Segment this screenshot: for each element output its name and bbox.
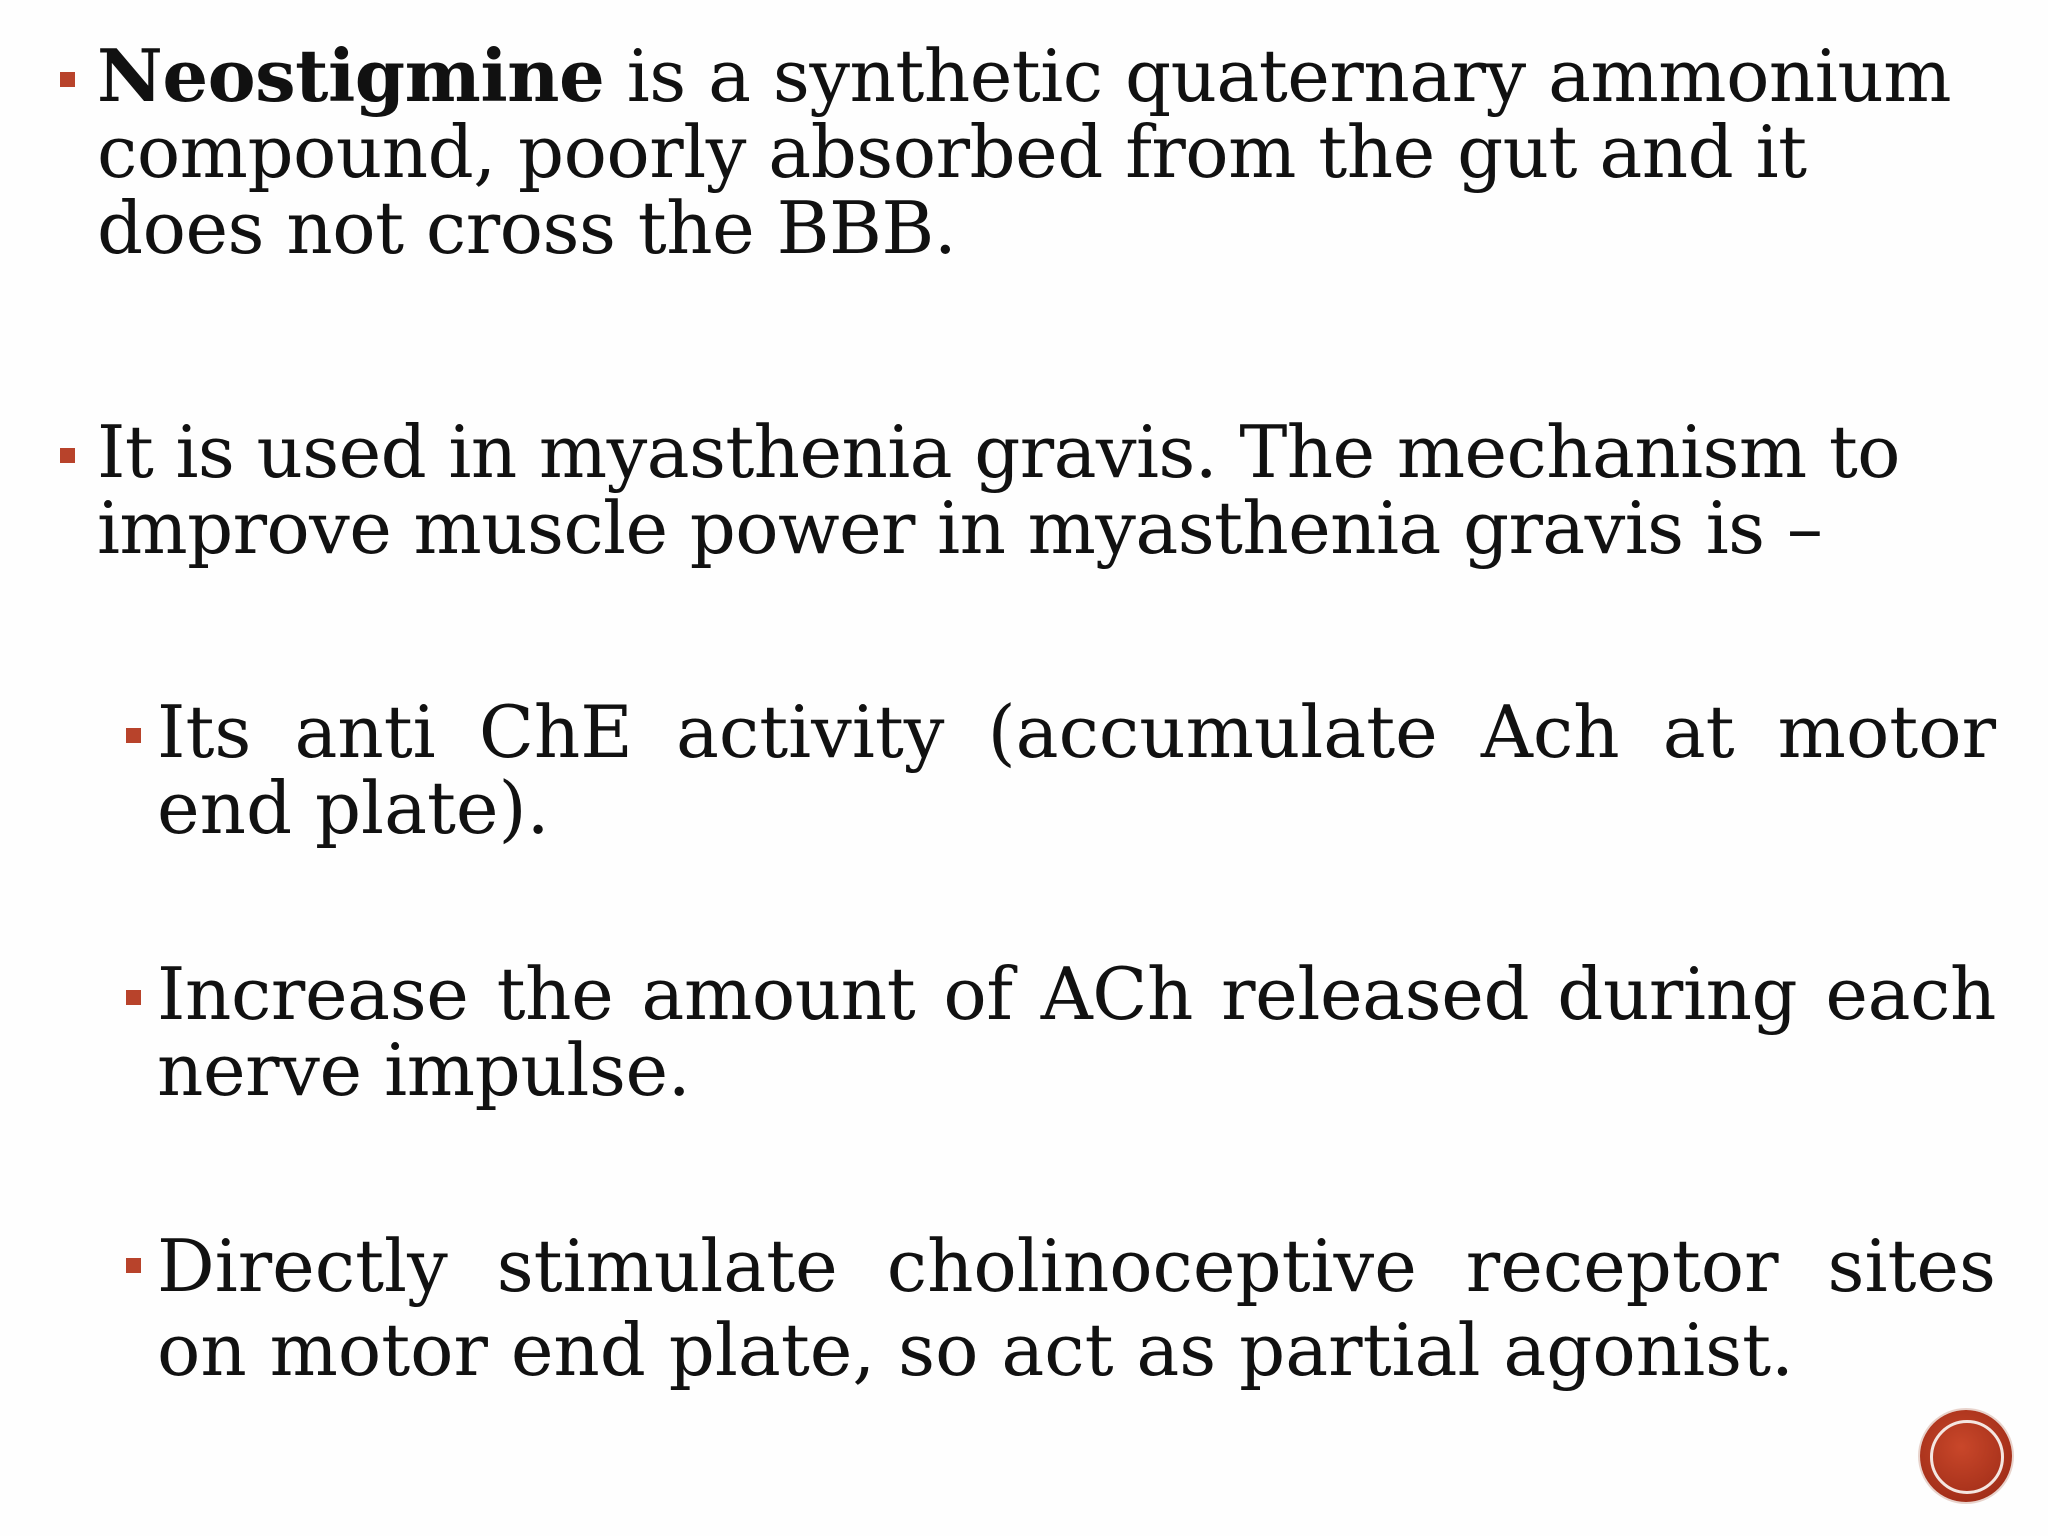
- bullet-text: Increase the amount of ACh released during each nerve impulse.: [157, 952, 1996, 1112]
- sub-bullet-anti-che: [126, 690, 1996, 850]
- circle-ring: [1930, 1420, 2004, 1494]
- square-bullet-icon: [60, 72, 75, 87]
- bullet-myasthenia-use: [60, 410, 2000, 570]
- square-bullet-icon: [60, 448, 75, 463]
- slide-corner-circle-icon: [1920, 1410, 2012, 1502]
- square-bullet-icon: [126, 990, 141, 1005]
- bullet-text: Directly stimulate cholinoceptive receptor sites on motor end plate, so act as partial agonist.: [157, 1224, 1996, 1392]
- sub-bullet-ach-release: [126, 952, 1996, 1112]
- sub-bullet-direct-stimulation: [126, 1224, 1996, 1392]
- bullet-body: is a synthetic quaternary ammonium compound, poorly absorbed from the gut and it does not cross the BBB.: [97, 34, 1951, 270]
- bullet-text: Its anti ChE activity (accumulate Ach at motor end plate).: [157, 690, 1996, 850]
- bullet-text: [97, 33, 1980, 270]
- bullet-text: It is used in myasthenia gravis. The mechanism to improve muscle power in myasthenia gravis is –: [97, 410, 1900, 570]
- square-bullet-icon: [126, 728, 141, 743]
- bold-term: Neostigmine: [97, 33, 605, 118]
- square-bullet-icon: [126, 1258, 141, 1273]
- bullet-neostigmine: [60, 33, 1980, 270]
